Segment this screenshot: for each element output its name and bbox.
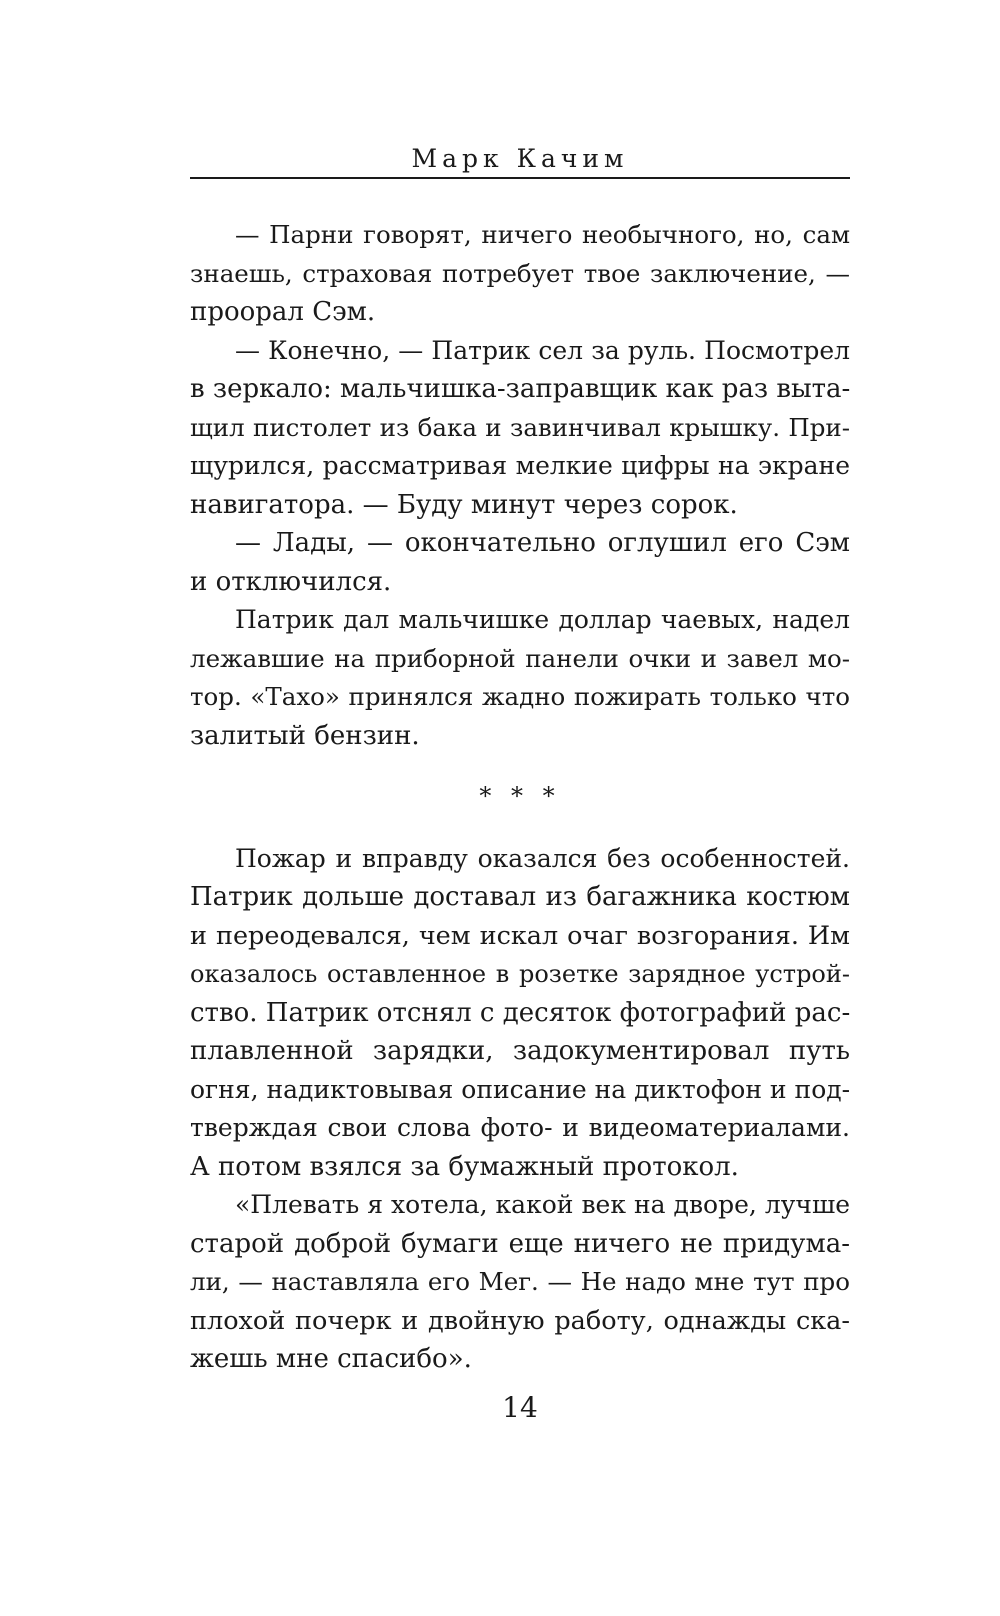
- text-line: навигатора. — Буду минут через сорок.: [190, 489, 738, 520]
- text-line: плавленной зарядки, задокументировал путь: [190, 1036, 850, 1066]
- paragraph-6: [190, 1186, 850, 1379]
- text-line: залитый бензин.: [190, 720, 420, 751]
- running-head-author: Марк Качим: [411, 144, 629, 173]
- text-line: щил пистолет из бака и завинчивал крышку. При-: [190, 412, 850, 442]
- text-line: проорал Сэм.: [190, 297, 376, 327]
- header-rule: [190, 177, 850, 179]
- text-line: Патрик дольше доставал из багажника костюм: [190, 882, 850, 912]
- text-line: в зеркало: мальчишка-заправщик как раз выта-: [190, 374, 850, 404]
- text-line: жешь мне спасибо».: [190, 1344, 472, 1374]
- text-line: и отключился.: [190, 566, 392, 597]
- text-line: тор. «Тахо» принялся жадно пожирать только что: [190, 682, 850, 711]
- paragraph-3: [190, 524, 850, 601]
- text-line: — Парни говорят, ничего необычного, но, сам: [235, 220, 850, 249]
- text-line: щурился, рассматривая мелкие цифры на экране: [190, 451, 850, 480]
- text-line: плохой почерк и двойную работу, однажды ска-: [190, 1305, 850, 1336]
- paragraph-1: [190, 216, 850, 332]
- page-number: 14: [502, 1391, 538, 1424]
- text-line: лежавшие на приборной панели очки и завел мо-: [190, 643, 850, 673]
- paragraph-4: [190, 601, 850, 755]
- text-line: ли, — наставляла его Мег. — Не надо мне тут про: [190, 1267, 850, 1296]
- text-line: Патрик дал мальчишке доллар чаевых, надел: [235, 605, 850, 634]
- text-line: — Лады, — окончательно оглушил его Сэм: [235, 528, 850, 558]
- text-line: А потом взялся за бумажный протокол.: [190, 1151, 739, 1182]
- text-line: старой доброй бумаги еще ничего не придума-: [190, 1228, 850, 1259]
- text-line: знаешь, страховая потребует твое заключение, —: [190, 258, 850, 288]
- paragraph-5: [190, 840, 850, 1187]
- text-line: оказалось оставленное в розетке зарядное устрой-: [190, 960, 850, 988]
- text-line: тверждая свои слова фото- и видеоматериалами.: [190, 1113, 850, 1142]
- text-line: ство. Патрик отснял с десяток фотографий рас-: [190, 997, 850, 1028]
- text-line: — Конечно, — Патрик сел за руль. Посмотрел: [235, 335, 850, 365]
- text-line: «Плевать я хотела, какой век на дворе, лучше: [235, 1190, 850, 1219]
- paragraph-2: [190, 332, 850, 525]
- section-break: * * *: [479, 782, 561, 810]
- text-line: Пожар и вправду оказался без особенностей.: [235, 843, 850, 873]
- body-text: [190, 216, 850, 1379]
- text-line: огня, надиктовывая описание на диктофон и под-: [190, 1074, 850, 1104]
- text-line: и переодевался, чем искал очаг возгорания. Им: [190, 920, 850, 951]
